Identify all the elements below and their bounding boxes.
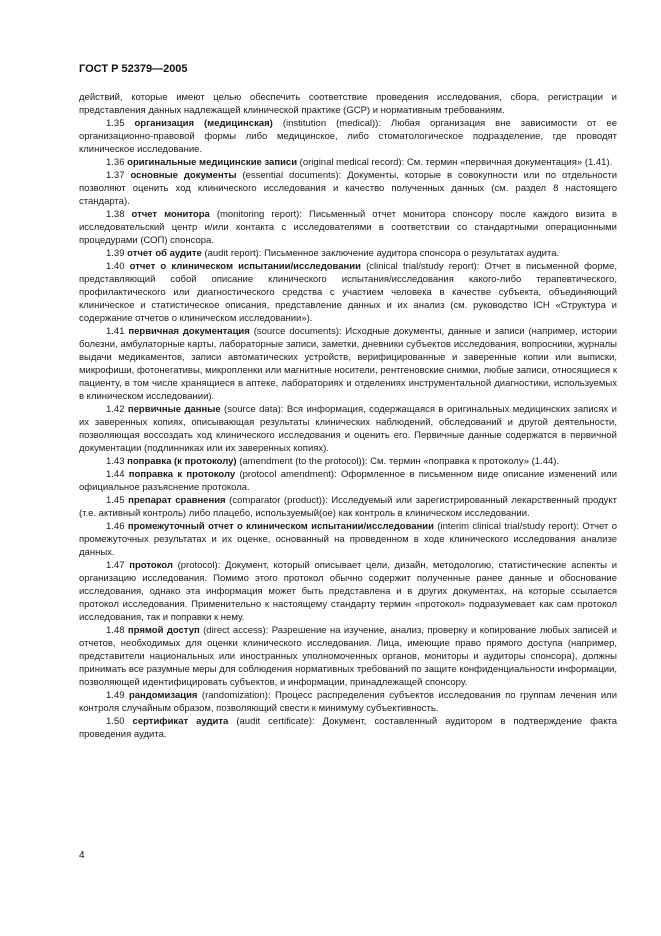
- entry-number: 1.39: [106, 248, 125, 259]
- entry-definition: (essential documents): Документы, которые в совокупности или по отдельности позволяют оценить ход клинического исследования и качество полученных данных (см. раздел 8 настоящего стандарта).: [79, 170, 618, 207]
- entry-term: первичные данные: [127, 404, 221, 415]
- glossary-entry-1-37: [79, 169, 617, 208]
- entry-number: 1.37: [106, 170, 125, 181]
- document-body: [79, 91, 617, 741]
- entry-term: прямой доступ: [127, 625, 200, 636]
- entry-number: 1.35: [106, 118, 125, 129]
- entry-definition: (source documents): Исходные документы, данные и записи (например, истории болезни, амбулаторные карты, лабораторные записи, заметки, дневники субъектов исследования, вопросники, журналы выдачи медикаментов, записи автоматических устройств, верифицированные и заверенные копии или выписки, микрофиши, фотонегативы, микропленки или магнитные носители, рентгеновские снимки, любые записи, относящиеся к пациенту, в том числе хранящиеся в аптеке, лабораториях и отделениях инструментальной диагностики, используемых в клиническом исследовании).: [79, 326, 618, 402]
- entry-number: 1.42: [106, 404, 125, 415]
- entry-definition: (institution (medical)): Любая организация вне зависимости от ее организационно-правовой формы либо медицинское, либо стоматологическое подразделение, где проводят клиническое исследование.: [79, 118, 617, 155]
- entry-definition: (randomization): Процесс распределения субъектов исследования по группам лечения или контроля случайным образом, позволяющий свести к минимуму субъективность.: [79, 690, 617, 714]
- entry-term: первичная документация: [128, 326, 250, 337]
- entry-term: отчет о клиническом испытании/исследовании: [129, 261, 361, 272]
- entry-term: оригинальные медицинские записи: [127, 157, 298, 168]
- entry-term: организация (медицинская): [134, 118, 273, 129]
- entry-term: основные документы: [130, 170, 237, 181]
- entry-definition: (audit report): Письменное заключение аудитора спонсора о результатах аудита.: [201, 248, 560, 259]
- glossary-entry-1-42: [79, 403, 617, 455]
- glossary-entry-1-39: [79, 247, 617, 260]
- entry-definition: (direct access): Разрешение на изучение, анализ, проверку и копирование любых записей и отчетов, необходимых для оценки клинического исследования. Лица, имеющие право прямого доступа (например, представители национальных или иностранных уполномоченных органов, мониторы и аудиторы спонсора), должны принимать все разумные меры для соблюдения нормативных требований по защите конфиденциальности информации, позволяющей идентифицировать субъектов, и информации, принадлежащей спонсору.: [79, 625, 617, 688]
- entry-term: поправка (к протоколу): [127, 456, 237, 467]
- glossary-entry-1-50: [79, 715, 617, 741]
- glossary-entry-1-47: [79, 559, 617, 624]
- entry-definition: (original medical record): См. термин «первичная документация» (1.41).: [297, 157, 613, 168]
- entry-number: 1.48: [106, 625, 125, 636]
- document-header: ГОСТ Р 52379—2005: [79, 63, 188, 75]
- page-number: 4: [79, 850, 85, 861]
- glossary-entry-1-44: [79, 468, 617, 494]
- glossary-entry-1-49: [79, 689, 617, 715]
- glossary-entry-1-41: [79, 325, 617, 403]
- entry-definition: (clinical trial/study report): Отчет в письменной форме, представляющий собой описание клинического испытания/исследования какого-либо терапевтического, профилактического или диагностического средства с участием человека в качестве субъекта, объединяющий клиническое и статистическое описания, представление данных и их анализ (см. руководство ICH «Структура и содержание отчетов о клиническом исследовании»).: [79, 261, 617, 324]
- entry-term: протокол: [129, 560, 173, 571]
- entry-number: 1.49: [106, 690, 125, 701]
- entry-definition: (comparator (product)): Исследуемый или зарегистрированный лекарственный продукт (т.е. активный контроль) либо плацебо, используемый(ое) как контроль в клиническом исследовании.: [79, 495, 618, 519]
- entry-term: отчет монитора: [131, 209, 210, 220]
- entry-definition: (protocol): Документ, который описывает цели, дизайн, методологию, статистические аспекты и организацию исследования. Помимо этого протокол обычно содержит полученные ранее данные и обоснование исследования, однако эта информация может быть представлена и в других документах, на которые ссылается протокол исследования. Применительно к настоящему стандарту термин «протокол» подразумевает как сам протокол исследования, так и поправки к нему.: [79, 560, 618, 623]
- entry-number: 1.36: [106, 157, 125, 168]
- entry-definition: (protocol amendment): Оформленное в письменном виде описание изменений или официальное разъяснение протокола.: [79, 469, 618, 493]
- entry-number: 1.50: [106, 716, 125, 727]
- entry-number: 1.46: [106, 521, 125, 532]
- glossary-entry-1-40: [79, 260, 617, 325]
- glossary-entry-1-45: [79, 494, 617, 520]
- entry-number: 1.43: [106, 456, 125, 467]
- intro-paragraph: действий, которые имеют целью обеспечить соответствие проведения исследования, сбора, регистрации и представления данных надлежащей клинической практике (GCP) и нормативным требованиям.: [79, 92, 617, 116]
- entry-number: 1.41: [106, 326, 125, 337]
- entry-term: промежуточный отчет о клиническом испытании/исследовании: [127, 521, 434, 532]
- glossary-entry-1-48: [79, 624, 617, 689]
- entry-term: сертификат аудита: [132, 716, 229, 727]
- entry-definition: (interim clinical trial/study report): Отчет о промежуточных результатах и их оценке, основанный на проведенном в ходе клинического исследования анализе данных.: [79, 521, 617, 558]
- entry-definition: (source data): Вся информация, содержащаяся в оригинальных медицинских записях и их заверенных копиях, описывающая результаты клинических наблюдений, обследований и другой деятельности, позволяющая воссоздать ход клинического исследования и оценить его. Первичные данные содержатся в первичной документации (подлинниках или их заверенных копиях).: [79, 404, 617, 454]
- entry-number: 1.45: [106, 495, 125, 506]
- entry-number: 1.44: [106, 469, 125, 480]
- entry-number: 1.47: [106, 560, 125, 571]
- glossary-entry-1-35: [79, 117, 617, 156]
- glossary-entry-1-36: [79, 156, 617, 169]
- entry-term: отчет об аудите: [127, 248, 202, 259]
- entry-term: рандомизация: [128, 690, 198, 701]
- entry-definition: (audit certificate): Документ, составленный аудитором в подтверждение факта проведения аудита.: [79, 716, 617, 740]
- entry-definition: (amendment (to the protocol)): См. термин «поправка к протоколу» (1.44).: [236, 456, 560, 467]
- glossary-entry-1-46: [79, 520, 617, 559]
- glossary-entry-1-43: [79, 455, 617, 468]
- entry-term: препарат сравнения: [128, 495, 226, 506]
- entry-number: 1.40: [106, 261, 125, 272]
- entry-definition: (monitoring report): Письменный отчет монитора спонсору после каждого визита в исследовательский центр и/или контакта с исследователями в соответствии со стандартными операционными процедурами (СОП) спонсора.: [79, 209, 618, 246]
- entry-number: 1.38: [106, 209, 125, 220]
- entry-term: поправка к протоколу: [128, 469, 236, 480]
- glossary-entry-1-38: [79, 208, 617, 247]
